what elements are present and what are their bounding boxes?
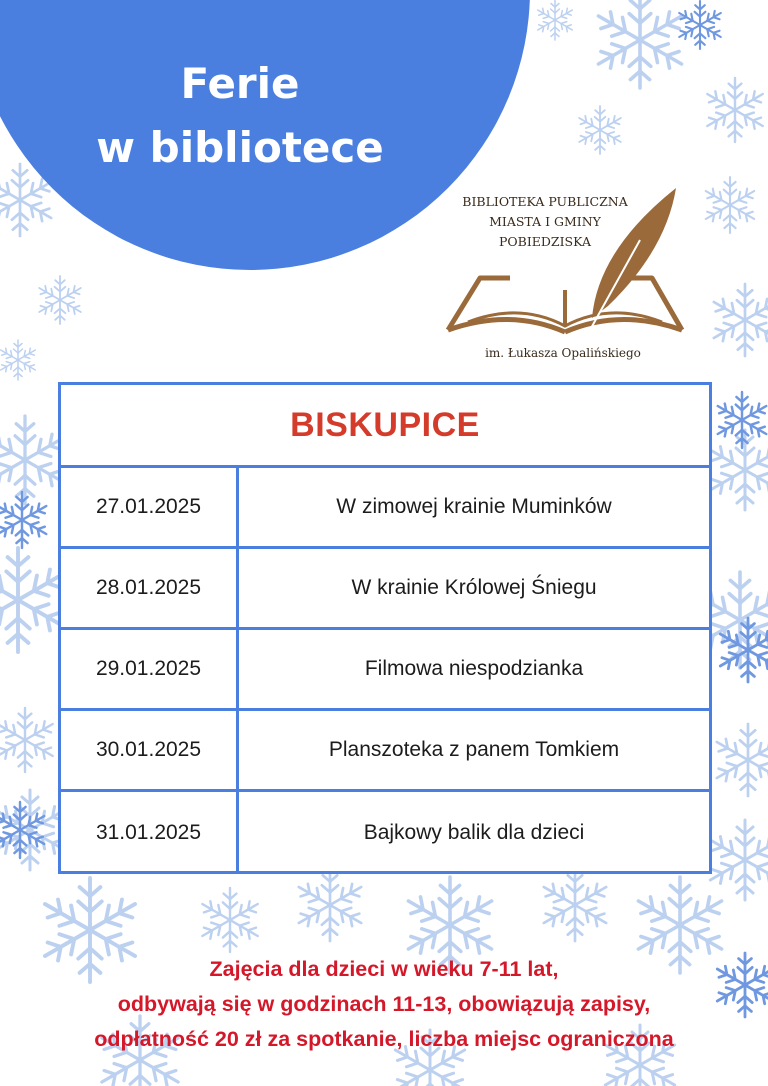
library-logo xyxy=(440,180,690,370)
library-name-line-2: MIASTA I GMINY xyxy=(489,214,601,229)
table-row xyxy=(61,549,709,630)
schedule-table xyxy=(58,382,712,874)
library-name-line-1: BIBLIOTEKA PUBLICZNA xyxy=(462,194,628,209)
library-name xyxy=(440,192,650,252)
table-row xyxy=(61,630,709,711)
title-line-1: Ferie xyxy=(180,59,300,108)
event-date: 27.01.2025 xyxy=(61,468,239,546)
event-title: W zimowej krainie Muminków xyxy=(336,495,612,518)
library-name-line-3: POBIEDZISKA xyxy=(499,234,591,249)
info-footer xyxy=(20,952,748,1057)
title-line-2: w bibliotece xyxy=(96,123,384,172)
event-title: Bajkowy balik dla dzieci xyxy=(363,820,585,844)
event-title: Filmowa niespodzianka xyxy=(364,657,584,680)
location-heading: BISKUPICE xyxy=(61,385,709,468)
event-title: Planszoteka z panem Tomkiem xyxy=(328,738,620,761)
event-date: 31.01.2025 xyxy=(61,792,239,873)
event-date: 29.01.2025 xyxy=(61,630,239,708)
footer-line-2: odbywają się w godzinach 11-13, obowiązują zapisy, xyxy=(117,992,651,1016)
event-title: W krainie Królowej Śniegu xyxy=(351,576,597,599)
library-patron: im. Łukasza Opalińskiego xyxy=(485,346,641,360)
table-row xyxy=(61,792,709,873)
footer-line-3: odpłatność 20 zł za spotkanie, liczba miejsc ograniczona xyxy=(94,1027,674,1051)
footer-line-1: Zajęcia dla dzieci w wieku 7-11 lat, xyxy=(209,957,559,981)
event-date: 30.01.2025 xyxy=(61,711,239,789)
event-date: 28.01.2025 xyxy=(61,549,239,627)
table-row xyxy=(61,468,709,549)
poster-title xyxy=(60,52,420,180)
table-row xyxy=(61,711,709,792)
